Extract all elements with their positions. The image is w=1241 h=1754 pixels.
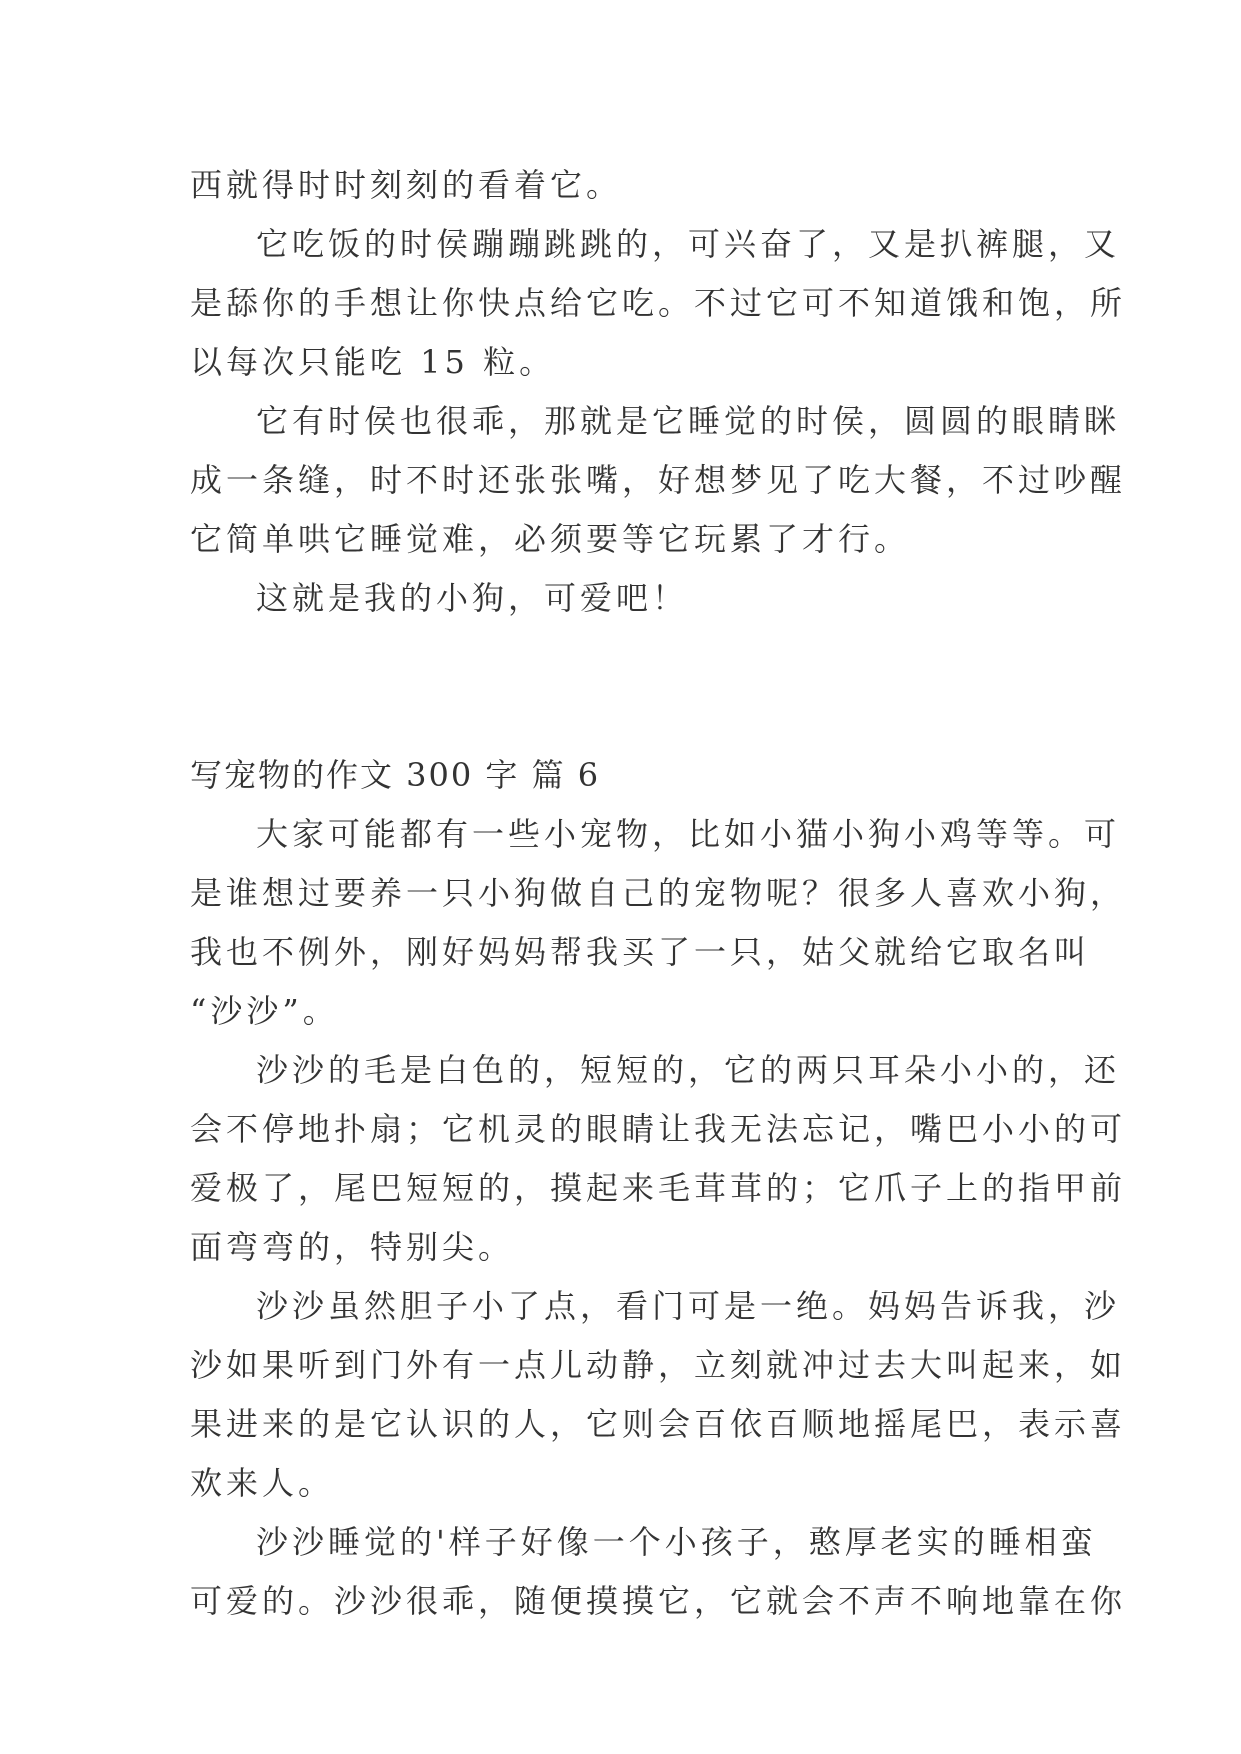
paragraph-intro [190, 805, 1127, 1041]
paragraph-line: 大家可能都有一些小宠物，比如小猫小狗小鸡等等。可 [256, 815, 1121, 853]
paragraph-line: 可爱的。沙沙很乖，随便摸摸它，它就会不声不响地靠在你 [190, 1582, 1127, 1620]
paragraph-line: 成一条缝，时不时还张张嘴，好想梦见了吃大餐，不过吵醒 [190, 461, 1127, 499]
paragraph-line: “沙沙”。 [190, 992, 339, 1030]
paragraph-feeding [190, 215, 1127, 392]
paragraph-line: 是谁想过要养一只小狗做自己的宠物呢？很多人喜欢小狗， [190, 874, 1127, 912]
section-heading: 写宠物的作文 300 字 篇 6 [190, 756, 601, 794]
paragraph-line: 以每次只能吃 15 粒。 [190, 343, 556, 381]
paragraph-line: 沙沙睡觉的'样子好像一个小孩子，憨厚老实的睡相蛮 [256, 1523, 1097, 1561]
paragraph-sleeping [190, 392, 1127, 569]
paragraph-appearance [190, 1041, 1127, 1277]
continued-line: 西就得时时刻刻的看着它。 [190, 166, 623, 204]
paragraph-line: 是舔你的手想让你快点给它吃。不过它可不知道饿和饱，所 [190, 284, 1127, 322]
paragraph-line: 面弯弯的，特别尖。 [190, 1228, 515, 1266]
section-spacer [190, 628, 1060, 746]
paragraph-line: 沙沙的毛是白色的，短短的，它的两只耳朵小小的，还 [256, 1051, 1121, 1089]
paragraph-line: 我也不例外，刚好妈妈帮我买了一只，姑父就给它取名叫 [190, 933, 1091, 971]
paragraph-line: 沙如果听到门外有一点儿动静，立刻就冲过去大叫起来，如 [190, 1346, 1127, 1384]
paragraph-guarding [190, 1277, 1127, 1513]
document-body [190, 156, 1127, 1631]
paragraph-line: 它吃饭的时侯蹦蹦跳跳的，可兴奋了，又是扒裤腿，又 [256, 225, 1121, 263]
paragraph-line: 果进来的是它认识的人，它则会百依百顺地摇尾巴，表示喜 [190, 1405, 1127, 1443]
paragraph-conclusion [190, 569, 1060, 628]
paragraph-line: 它有时侯也很乖，那就是它睡觉的时侯，圆圆的眼睛眯 [256, 402, 1121, 440]
paragraph-line: 会不停地扑扇；它机灵的眼睛让我无法忘记，嘴巴小小的可 [190, 1110, 1127, 1148]
paragraph-line: 沙沙虽然胆子小了点，看门可是一绝。妈妈告诉我，沙 [256, 1287, 1121, 1325]
paragraph-line: 它简单哄它睡觉难，必须要等它玩累了才行。 [190, 520, 911, 558]
paragraph-line: 这就是我的小狗，可爱吧！ [256, 579, 689, 617]
paragraph-sleeping-cute [190, 1513, 1127, 1631]
paragraph-line: 欢来人。 [190, 1464, 335, 1502]
paragraph-line: 爱极了，尾巴短短的，摸起来毛茸茸的；它爪子上的指甲前 [190, 1169, 1127, 1207]
